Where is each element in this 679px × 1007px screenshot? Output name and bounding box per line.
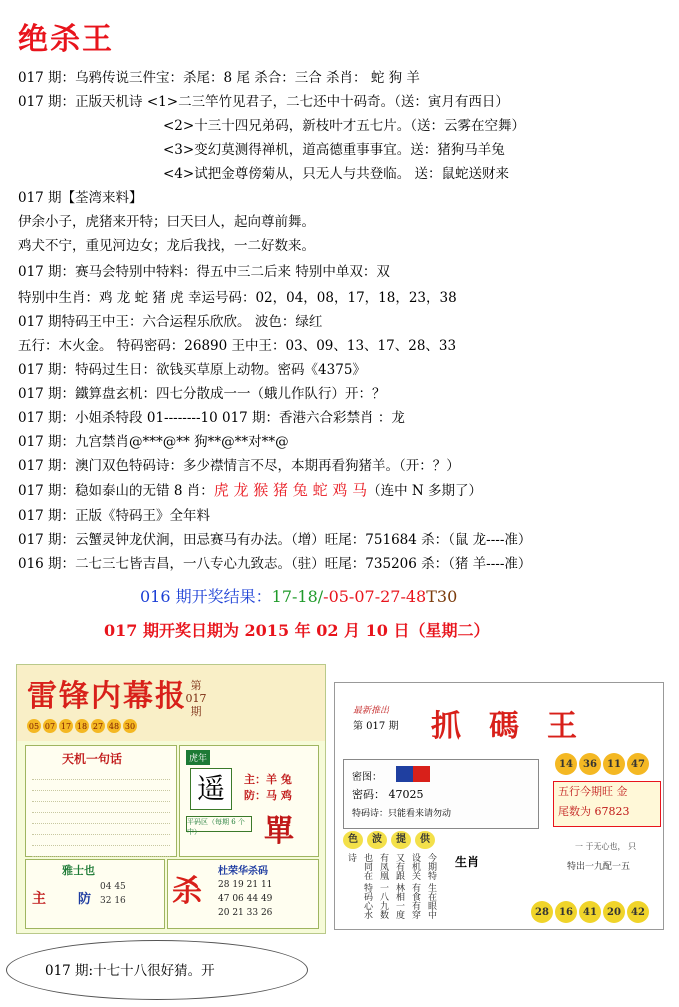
forecast-line: [18, 432, 289, 452]
mitu-label: 密图：: [352, 772, 382, 783]
line-text: 云蟹灵钟龙伏涧，田忌赛马有办法。（增）旺尾：751684 杀：（鼠 龙----准）: [75, 532, 532, 548]
yashi-box: [25, 859, 165, 929]
forecast-line: [18, 336, 456, 356]
bottom-balls: [531, 901, 649, 923]
number-ball: 18: [75, 719, 89, 733]
yao-box: [179, 745, 319, 857]
yashi-nums-a: 04 45: [100, 882, 126, 892]
tianji-title: 天机一句话: [62, 752, 123, 766]
line-text: 乌鸦传说三件宝：杀尾：8 尾 杀合：三合 杀肖： 蛇 狗 羊: [75, 70, 420, 86]
forecast-line: [18, 384, 386, 404]
kill-box: [167, 859, 319, 929]
forecast-line: [18, 530, 531, 550]
number-ball: 17: [59, 719, 73, 733]
eight-zodiacs: 虎 龙 猴 猪 兔 蛇 鸡 马: [213, 481, 368, 499]
kill-row: 20 21 33 26: [218, 908, 273, 918]
special-text: 特出一九配一五: [567, 862, 631, 872]
wuxing-box: [553, 781, 661, 827]
poster-issue: 第 017 期: [185, 679, 207, 718]
issue-prefix: 017 期：: [18, 362, 76, 378]
vertical-poem: 今期特 生在眼中设机关 有食有穿又有跟 林相一度有凤凰 一八九数也同在 特码心水诗: [346, 853, 436, 919]
poster-title: 雷锋内幕报: [27, 679, 187, 714]
wuxing-text: 五行今期旺 金: [558, 785, 628, 798]
top-balls: [555, 753, 649, 775]
issue-prefix: 017 期：: [18, 70, 76, 86]
issue-prefix: 017 期：: [18, 264, 76, 280]
color-ball: 供: [415, 831, 435, 849]
yashi-fang: 防: [78, 892, 92, 907]
speech-bubble: [6, 940, 308, 1000]
forecast-line: [18, 312, 322, 332]
kill-row: 47 06 44 49: [218, 894, 273, 904]
forecast-line: [18, 92, 509, 112]
line-text: 【荃湾来料】: [61, 190, 143, 206]
fang-text: 防：马 鸡: [244, 789, 292, 802]
result-label: 016 期开奖结果：: [140, 587, 272, 606]
kill-nums: [218, 878, 272, 920]
issue-prefix: 017 期：: [18, 386, 76, 402]
pingma-label: 平码区（每期 6 个中）: [186, 816, 252, 832]
yao-char: 遥: [190, 768, 232, 810]
line-text: <2>十三十四兄弟码，新枝叶才五七片。（送：云雾在空舞）: [163, 118, 525, 134]
yao-tag: 虎年: [186, 750, 210, 765]
tianji-box: [25, 745, 177, 857]
line-text: 特别中生肖：鸡 龙 蛇 猪 虎 幸运号码：02，04，08，17，18，23，38: [18, 290, 457, 306]
forecast-line: [163, 164, 509, 184]
yashi-title: 雅士也: [62, 864, 95, 877]
number-ball: 27: [91, 719, 105, 733]
number-ball: 47: [627, 753, 649, 775]
poster-header: [17, 665, 325, 741]
line-text: 五行：木火金。 特码密码：26890 王中王：03、09、13、17、28、33: [18, 338, 457, 354]
number-ball: 28: [531, 901, 553, 923]
color-ball: 色: [343, 831, 363, 849]
number-ball: 11: [603, 753, 625, 775]
issue-prefix: 017 期：: [18, 458, 76, 474]
line-text: 澳门双色特码诗：多少襟情言不尽，本期再看狗猪羊。（开：？）: [75, 458, 460, 474]
forecast-line: [18, 236, 315, 256]
zhu-fang: [244, 772, 292, 804]
number-ball: 20: [603, 901, 625, 923]
color-ball: 波: [367, 831, 387, 849]
color-balls: [343, 831, 435, 849]
number-ball: 05: [27, 719, 41, 733]
line-text: 正版《特码王》全年料: [75, 508, 211, 524]
zodiac-label: 生肖: [455, 855, 480, 869]
line-text: <3>变幻莫测得禅机，道高德重事事宜。送：猪狗马羊兔: [163, 142, 505, 158]
yashi-nums-b: 32 16: [100, 896, 126, 906]
code-text: 密码： 47025: [352, 788, 424, 801]
forecast-line: [18, 262, 390, 282]
code-box: [343, 759, 539, 829]
line-text: 鸡犬不宁，重见河边女；龙后我找，一二好数来。: [18, 238, 315, 254]
zhuama-title: 抓碼王: [431, 709, 605, 744]
line-text: 伊余小子，虎猪来开特；曰天曰人，起向尊前舞。: [18, 214, 315, 230]
kill-char: 杀: [172, 874, 202, 909]
forecast-line: [18, 360, 366, 380]
number-ball: 07: [43, 719, 57, 733]
page-title: 绝杀王: [18, 22, 114, 57]
number-ball: 48: [107, 719, 121, 733]
small-text: 一 于无心也， 只: [575, 842, 637, 851]
line-text: 正版天机诗 <1>二三竿竹见君子，二七还中十码奇。（送：寅月有西日）: [75, 94, 509, 110]
yashi-zhu: 主: [32, 891, 46, 907]
number-ball: 36: [579, 753, 601, 775]
issue-prefix: 017 期：: [18, 94, 76, 110]
issue-prefix: 016 期：: [18, 556, 76, 572]
draw-date: 017 期开奖日期为 2015 年 02 月 10 日（星期二）: [104, 621, 490, 640]
forecast-line: [18, 68, 420, 88]
bubble-text: 017 期:十七十八很好猜。开: [45, 963, 215, 979]
issue-prefix: 017 期：: [18, 483, 76, 499]
result-numbers-a: 17-18/: [271, 587, 324, 606]
line-text: 二七三七皆吉昌，一八专心九致志。（驻）旺尾：735206 杀：（猪 羊----准）: [75, 556, 532, 572]
issue-prefix: 017 期：: [18, 434, 76, 450]
poster-balls: [27, 719, 137, 733]
line-text: <4>试把金尊傍菊从，只无人与共登临。 送：鼠蛇送财来: [163, 166, 510, 182]
new-tag: 最新推出: [353, 706, 390, 716]
leifeng-poster: [16, 664, 326, 934]
forecast-line: [163, 116, 525, 136]
issue-prefix: 017 期: [18, 190, 62, 206]
previous-result: [140, 584, 457, 607]
forecast-line: [18, 554, 531, 574]
number-ball: 30: [123, 719, 137, 733]
zhu-text: 主：羊 兔: [244, 773, 292, 786]
eight-note: （连中 N 多期了）: [367, 483, 483, 499]
forecast-line: [18, 408, 405, 428]
yashi-nums: [100, 880, 126, 908]
forecast-line: [18, 506, 210, 526]
number-ball: 41: [579, 901, 601, 923]
kill-title: 杜荣华杀码: [218, 866, 268, 877]
forecast-line: [163, 140, 505, 160]
color-ball: 提: [391, 831, 411, 849]
kill-row: 28 19 21 11: [218, 880, 273, 890]
forecast-line: [18, 480, 482, 501]
mitu-logo-icon: [396, 766, 430, 782]
zhuama-poster: [334, 682, 664, 930]
line-text: 小姐杀特段 01--------10 017 期：香港六合彩禁肖 ：龙: [75, 410, 405, 426]
code-hint: 特码诗：只能看来请勿动: [352, 809, 452, 819]
issue-prefix: 017 期: [18, 314, 62, 330]
dan-char: 單: [264, 814, 294, 849]
line-text: 赛马会特别中特料：得五中三二后来 特别中单双：双: [75, 264, 390, 280]
number-ball: 42: [627, 901, 649, 923]
line-text: 稳如泰山的无错 8 肖：: [75, 483, 214, 499]
forecast-line: [18, 212, 315, 232]
issue-prefix: 017 期：: [18, 532, 76, 548]
tianji-lines: [32, 770, 170, 858]
line-text: 鐵算盘玄机：四七分散成一一（蛾儿作队行）开：？: [75, 386, 386, 402]
result-special: T30: [426, 587, 458, 606]
forecast-line: [18, 188, 143, 208]
number-ball: 14: [555, 753, 577, 775]
result-numbers-b: -05-07-27-48: [323, 587, 427, 606]
line-text: 特码过生日：欲钱买草原上动物。密码《4375》: [75, 362, 366, 378]
forecast-line: [18, 456, 460, 476]
issue-prefix: 017 期：: [18, 410, 76, 426]
issue-prefix: 017 期：: [18, 508, 76, 524]
tail-text: 尾数为 67823: [558, 805, 630, 818]
issue-tag: 第 017 期: [353, 721, 399, 732]
number-ball: 16: [555, 901, 577, 923]
line-text: 特码王中王：六合运程乐欣欣。 波色：绿红: [61, 314, 323, 330]
forecast-line: [18, 288, 457, 308]
line-text: 九宫禁肖@***@** 狗**@**对**@: [75, 434, 289, 450]
